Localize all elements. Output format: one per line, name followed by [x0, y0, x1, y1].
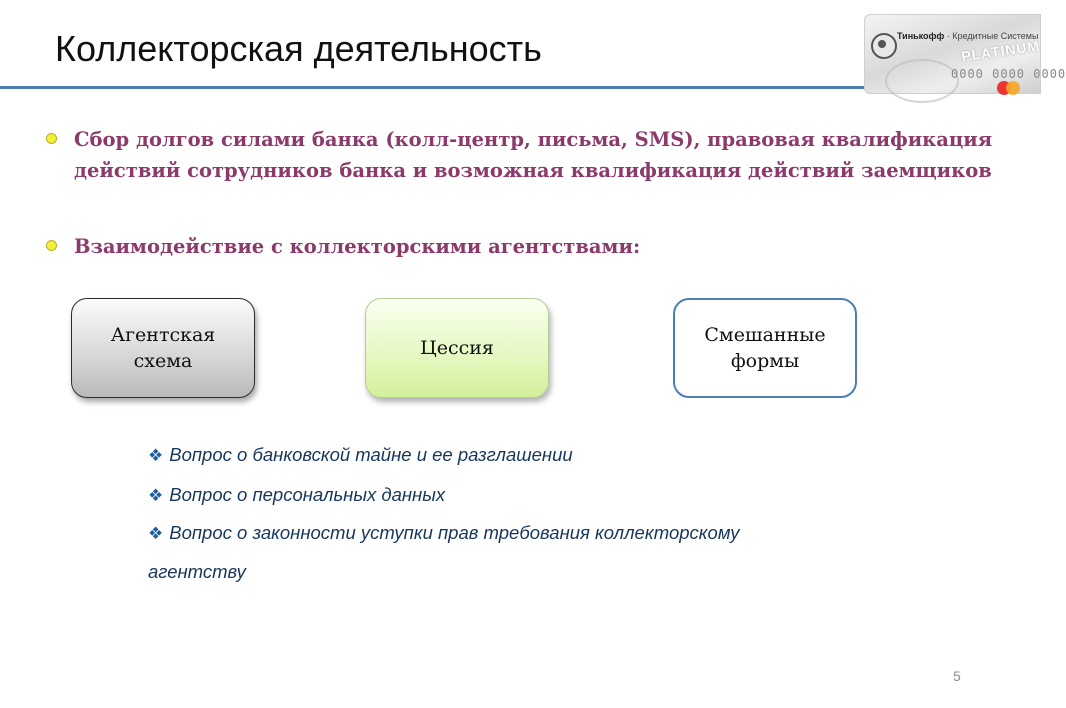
question-text: Вопрос о банковской тайне и ее разглашении: [169, 444, 573, 465]
bullet-dot-icon: [46, 133, 57, 144]
diamond-bullet-icon: ❖: [148, 486, 164, 505]
card-brand-name: Тинькофф: [897, 31, 945, 41]
mastercard-icon: [997, 81, 1023, 93]
mixed-forms-line1: Смешанные: [704, 324, 826, 346]
cession-label: Цессия: [420, 337, 494, 359]
mixed-forms-line2: формы: [730, 350, 800, 372]
mixed-forms-box: [673, 298, 857, 398]
question-bank-secrecy: [148, 443, 573, 468]
card-platinum-label: PLATINUM: [960, 37, 1042, 65]
question-assignment-legality: [148, 521, 740, 546]
card-brand-sub: · Кредитные Системы: [946, 31, 1039, 41]
slide-title: Коллекторская деятельность: [55, 28, 542, 69]
cession-box: [365, 298, 549, 398]
agent-scheme-line2: схема: [133, 350, 193, 372]
card-number: 0000 0000 0000: [951, 67, 1066, 81]
agent-scheme-box: [71, 298, 255, 398]
agent-scheme-line1: Агентская: [110, 324, 216, 346]
card-swirl-decoration: [885, 59, 959, 103]
diamond-bullet-icon: ❖: [148, 446, 164, 465]
bullet-agencies: Взаимодействие с коллекторскими агентствами:: [74, 235, 641, 258]
page-number: 5: [953, 668, 961, 684]
question-text: Вопрос о законности уступки прав требования коллекторскому: [169, 522, 740, 543]
bullet-collection: Сбор долгов силами банка (колл-центр, письма, SMS), правовая квалификация действий сотрудников банка и возможная квалификация действий заемщиков: [74, 128, 993, 182]
question-personal-data: [148, 483, 445, 508]
question-text: Вопрос о персональных данных: [169, 484, 446, 505]
tinkoff-card-logo: [864, 14, 1066, 94]
diamond-bullet-icon: ❖: [148, 524, 164, 543]
question-assignment-legality-cont: агентству: [148, 561, 246, 582]
bank-emblem-icon: [871, 33, 897, 59]
bullet-dot-icon: [46, 240, 57, 251]
